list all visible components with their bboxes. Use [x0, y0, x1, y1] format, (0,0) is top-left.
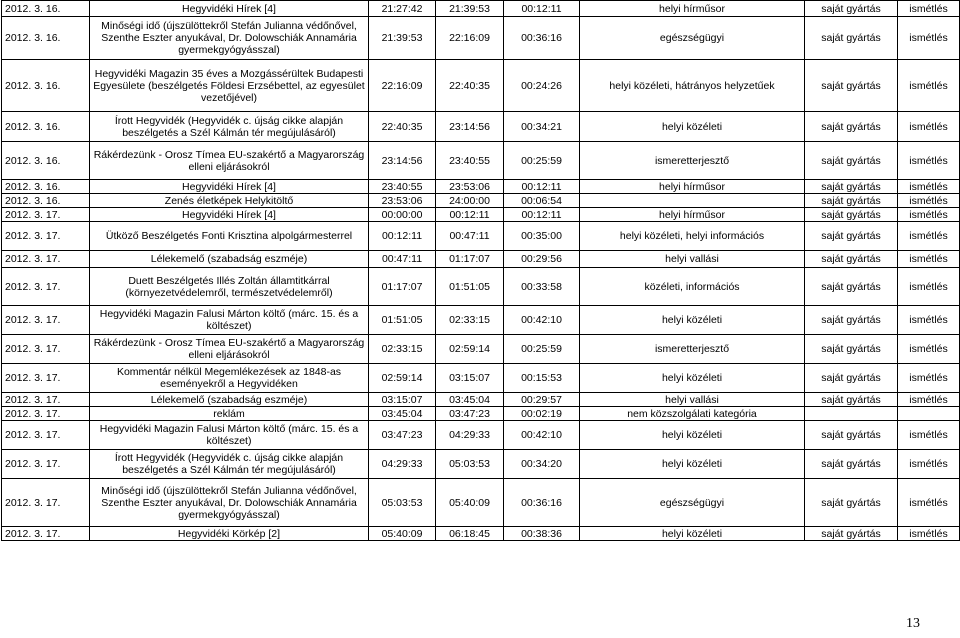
category-cell [580, 194, 805, 208]
category-cell: helyi hírműsor [580, 1, 805, 17]
start-time-cell: 04:29:33 [369, 450, 436, 479]
category-cell: helyi közéleti [580, 306, 805, 335]
broadcast-type-cell: ismétlés [898, 306, 960, 335]
end-time-cell: 03:15:07 [436, 364, 504, 393]
start-time-cell: 00:00:00 [369, 208, 436, 222]
duration-cell: 00:34:21 [504, 112, 580, 142]
start-time-cell: 21:39:53 [369, 17, 436, 60]
end-time-cell: 23:14:56 [436, 112, 504, 142]
end-time-cell: 02:59:14 [436, 335, 504, 364]
schedule-body [2, 1, 960, 541]
date-cell: 2012. 3. 16. [2, 142, 90, 180]
start-time-cell: 02:59:14 [369, 364, 436, 393]
table-row [2, 407, 960, 421]
end-time-cell: 23:53:06 [436, 180, 504, 194]
date-cell: 2012. 3. 17. [2, 450, 90, 479]
broadcast-type-cell: ismétlés [898, 364, 960, 393]
duration-cell: 00:33:58 [504, 268, 580, 306]
title-cell: Ütköző Beszélgetés Fonti Krisztina alpolgármesterrel [90, 222, 369, 251]
end-time-cell: 00:12:11 [436, 208, 504, 222]
production-cell: saját gyártás [805, 306, 898, 335]
category-cell: helyi közéleti [580, 421, 805, 450]
date-cell: 2012. 3. 17. [2, 306, 90, 335]
category-cell: helyi közéleti, hátrányos helyzetűek [580, 60, 805, 112]
start-time-cell: 23:53:06 [369, 194, 436, 208]
date-cell: 2012. 3. 17. [2, 421, 90, 450]
date-cell: 2012. 3. 17. [2, 335, 90, 364]
duration-cell: 00:38:36 [504, 527, 580, 541]
category-cell: helyi vallási [580, 251, 805, 268]
production-cell: saját gyártás [805, 180, 898, 194]
start-time-cell: 22:40:35 [369, 112, 436, 142]
duration-cell: 00:12:11 [504, 180, 580, 194]
page-number: 13 [906, 616, 920, 631]
table-row [2, 17, 960, 60]
broadcast-type-cell: ismétlés [898, 527, 960, 541]
end-time-cell: 05:03:53 [436, 450, 504, 479]
title-cell: Minőségi idő (újszülöttekről Stefán Julianna védőnővel, Szenthe Eszter anyukával, Dr. Dolowschiák Annamária gyermekgyógyásszal) [90, 479, 369, 527]
duration-cell: 00:29:57 [504, 393, 580, 407]
category-cell: nem közszolgálati kategória [580, 407, 805, 421]
production-cell: saját gyártás [805, 222, 898, 251]
start-time-cell: 22:16:09 [369, 60, 436, 112]
duration-cell: 00:29:56 [504, 251, 580, 268]
title-cell: Hegyvidéki Magazin Falusi Márton költő (márc. 15. és a költészet) [90, 306, 369, 335]
end-time-cell: 00:47:11 [436, 222, 504, 251]
title-cell: Hegyvidéki Hírek [4] [90, 208, 369, 222]
end-time-cell: 04:29:33 [436, 421, 504, 450]
start-time-cell: 02:33:15 [369, 335, 436, 364]
date-cell: 2012. 3. 16. [2, 112, 90, 142]
start-time-cell: 03:45:04 [369, 407, 436, 421]
production-cell: saját gyártás [805, 450, 898, 479]
category-cell: helyi közéleti [580, 450, 805, 479]
category-cell: helyi közéleti [580, 364, 805, 393]
duration-cell: 00:42:10 [504, 421, 580, 450]
title-cell: Írott Hegyvidék (Hegyvidék c. újság cikke alapján beszélgetés a Szél Kálmán tér megújulásáról) [90, 450, 369, 479]
date-cell: 2012. 3. 16. [2, 180, 90, 194]
date-cell: 2012. 3. 17. [2, 407, 90, 421]
production-cell: saját gyártás [805, 17, 898, 60]
broadcast-type-cell: ismétlés [898, 268, 960, 306]
title-cell: Hegyvidéki Hírek [4] [90, 180, 369, 194]
start-time-cell: 21:27:42 [369, 1, 436, 17]
table-row [2, 450, 960, 479]
date-cell: 2012. 3. 17. [2, 393, 90, 407]
title-cell: Lélekemelő (szabadság eszméje) [90, 393, 369, 407]
duration-cell: 00:06:54 [504, 194, 580, 208]
broadcast-type-cell: ismétlés [898, 180, 960, 194]
end-time-cell: 24:00:00 [436, 194, 504, 208]
duration-cell: 00:12:11 [504, 208, 580, 222]
table-row [2, 364, 960, 393]
broadcast-type-cell: ismétlés [898, 421, 960, 450]
end-time-cell: 22:40:35 [436, 60, 504, 112]
production-cell [805, 407, 898, 421]
duration-cell: 00:02:19 [504, 407, 580, 421]
start-time-cell: 23:40:55 [369, 180, 436, 194]
date-cell: 2012. 3. 17. [2, 222, 90, 251]
table-row [2, 335, 960, 364]
end-time-cell: 02:33:15 [436, 306, 504, 335]
broadcast-type-cell: ismétlés [898, 479, 960, 527]
category-cell: helyi közéleti, helyi információs [580, 222, 805, 251]
broadcast-type-cell: ismétlés [898, 60, 960, 112]
end-time-cell: 01:51:05 [436, 268, 504, 306]
duration-cell: 00:25:59 [504, 142, 580, 180]
title-cell: Minőségi idő (újszülöttekről Stefán Julianna védőnővel, Szenthe Eszter anyukával, Dr. Dolowschiák Annamária gyermekgyógyásszal) [90, 17, 369, 60]
category-cell: ismeretterjesztő [580, 335, 805, 364]
broadcast-type-cell: ismétlés [898, 450, 960, 479]
production-cell: saját gyártás [805, 251, 898, 268]
table-row [2, 251, 960, 268]
title-cell: Duett Beszélgetés Illés Zoltán államtitkárral (környezetvédelemről, természetvédelemről) [90, 268, 369, 306]
date-cell: 2012. 3. 16. [2, 60, 90, 112]
broadcast-type-cell: ismétlés [898, 142, 960, 180]
table-row [2, 421, 960, 450]
date-cell: 2012. 3. 16. [2, 17, 90, 60]
title-cell: Hegyvidéki Magazin Falusi Márton költő (márc. 15. és a költészet) [90, 421, 369, 450]
broadcast-type-cell [898, 407, 960, 421]
end-time-cell: 21:39:53 [436, 1, 504, 17]
start-time-cell: 05:03:53 [369, 479, 436, 527]
title-cell: Írott Hegyvidék (Hegyvidék c. újság cikke alapján beszélgetés a Szél Kálmán tér megújulásáról) [90, 112, 369, 142]
start-time-cell: 05:40:09 [369, 527, 436, 541]
broadcast-type-cell: ismétlés [898, 17, 960, 60]
table-row [2, 1, 960, 17]
date-cell: 2012. 3. 17. [2, 364, 90, 393]
production-cell: saját gyártás [805, 208, 898, 222]
category-cell: helyi vallási [580, 393, 805, 407]
production-cell: saját gyártás [805, 268, 898, 306]
end-time-cell: 06:18:45 [436, 527, 504, 541]
date-cell: 2012. 3. 17. [2, 251, 90, 268]
end-time-cell: 01:17:07 [436, 251, 504, 268]
broadcast-type-cell: ismétlés [898, 112, 960, 142]
category-cell: egészségügyi [580, 479, 805, 527]
table-row [2, 527, 960, 541]
duration-cell: 00:36:16 [504, 479, 580, 527]
broadcast-type-cell: ismétlés [898, 393, 960, 407]
table-row [2, 60, 960, 112]
title-cell: Rákérdezünk - Orosz Tímea EU-szakértő a Magyarország elleni eljárásokról [90, 335, 369, 364]
duration-cell: 00:12:11 [504, 1, 580, 17]
production-cell: saját gyártás [805, 335, 898, 364]
production-cell: saját gyártás [805, 527, 898, 541]
production-cell: saját gyártás [805, 1, 898, 17]
duration-cell: 00:35:00 [504, 222, 580, 251]
table-row [2, 393, 960, 407]
production-cell: saját gyártás [805, 479, 898, 527]
category-cell: egészségügyi [580, 17, 805, 60]
duration-cell: 00:24:26 [504, 60, 580, 112]
production-cell: saját gyártás [805, 393, 898, 407]
production-cell: saját gyártás [805, 112, 898, 142]
end-time-cell: 23:40:55 [436, 142, 504, 180]
duration-cell: 00:42:10 [504, 306, 580, 335]
start-time-cell: 03:15:07 [369, 393, 436, 407]
start-time-cell: 00:12:11 [369, 222, 436, 251]
category-cell: helyi hírműsor [580, 180, 805, 194]
broadcast-type-cell: ismétlés [898, 335, 960, 364]
duration-cell: 00:25:59 [504, 335, 580, 364]
title-cell: Rákérdezünk - Orosz Tímea EU-szakértő a Magyarország elleni eljárásokról [90, 142, 369, 180]
start-time-cell: 03:47:23 [369, 421, 436, 450]
title-cell: Hegyvidéki Körkép [2] [90, 527, 369, 541]
start-time-cell: 01:51:05 [369, 306, 436, 335]
category-cell: helyi közéleti [580, 527, 805, 541]
title-cell: reklám [90, 407, 369, 421]
table-row [2, 208, 960, 222]
end-time-cell: 22:16:09 [436, 17, 504, 60]
end-time-cell: 03:45:04 [436, 393, 504, 407]
date-cell: 2012. 3. 17. [2, 208, 90, 222]
duration-cell: 00:36:16 [504, 17, 580, 60]
category-cell: ismeretterjesztő [580, 142, 805, 180]
title-cell: Lélekemelő (szabadság eszméje) [90, 251, 369, 268]
broadcast-type-cell: ismétlés [898, 1, 960, 17]
table-row [2, 268, 960, 306]
start-time-cell: 00:47:11 [369, 251, 436, 268]
title-cell: Kommentár nélkül Megemlékezések az 1848-as eseményekről a Hegyvidéken [90, 364, 369, 393]
table-row [2, 194, 960, 208]
table-row [2, 222, 960, 251]
broadcast-type-cell: ismétlés [898, 222, 960, 251]
title-cell: Hegyvidéki Magazin 35 éves a Mozgássérültek Budapesti Egyesülete (beszélgetés Földesi Erzsébettel, az egyesület vezetőjével) [90, 60, 369, 112]
start-time-cell: 01:17:07 [369, 268, 436, 306]
production-cell: saját gyártás [805, 194, 898, 208]
date-cell: 2012. 3. 16. [2, 1, 90, 17]
duration-cell: 00:34:20 [504, 450, 580, 479]
end-time-cell: 03:47:23 [436, 407, 504, 421]
category-cell: közéleti, információs [580, 268, 805, 306]
title-cell: Hegyvidéki Hírek [4] [90, 1, 369, 17]
table-row [2, 306, 960, 335]
broadcast-type-cell: ismétlés [898, 208, 960, 222]
production-cell: saját gyártás [805, 142, 898, 180]
date-cell: 2012. 3. 17. [2, 479, 90, 527]
broadcast-type-cell: ismétlés [898, 194, 960, 208]
table-row [2, 479, 960, 527]
broadcast-type-cell: ismétlés [898, 251, 960, 268]
table-row [2, 112, 960, 142]
production-cell: saját gyártás [805, 364, 898, 393]
production-cell: saját gyártás [805, 421, 898, 450]
duration-cell: 00:15:53 [504, 364, 580, 393]
start-time-cell: 23:14:56 [369, 142, 436, 180]
date-cell: 2012. 3. 16. [2, 194, 90, 208]
title-cell: Zenés életképek Helykitöltő [90, 194, 369, 208]
category-cell: helyi közéleti [580, 112, 805, 142]
date-cell: 2012. 3. 17. [2, 268, 90, 306]
production-cell: saját gyártás [805, 60, 898, 112]
table-row [2, 180, 960, 194]
end-time-cell: 05:40:09 [436, 479, 504, 527]
category-cell: helyi hírműsor [580, 208, 805, 222]
date-cell: 2012. 3. 17. [2, 527, 90, 541]
broadcast-schedule-table [1, 0, 960, 541]
table-row [2, 142, 960, 180]
